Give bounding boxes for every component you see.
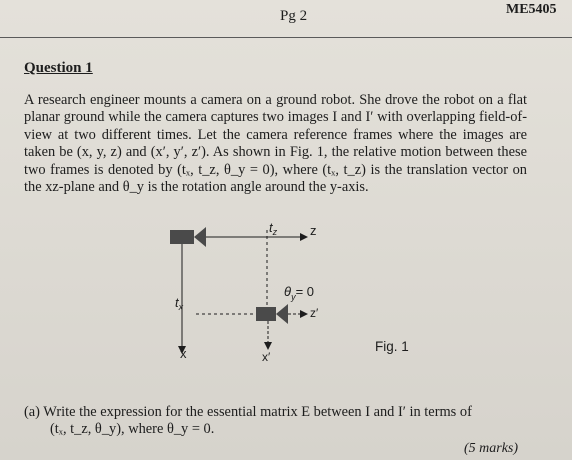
camera-1-lens [194,227,206,247]
z-axis-arrowhead [300,233,308,241]
camera-2-lens [276,304,288,324]
part-a-question [24,404,529,438]
part-a-line-1: (a) Write the expression for the essential matrix E between I and I′ in terms of [24,404,472,420]
x-label: x [180,346,187,361]
part-a-line-2: (tₓ, t_z, θ_y), where θ_y = 0. [50,421,215,437]
z-prime-arrowhead [300,310,308,318]
course-code: ME5405 [506,2,557,17]
paragraph-line: A research engineer mounts a camera on a ground robot. She drove the robot on a flat [24,92,527,108]
tz-label: $t_z$ [269,220,278,237]
camera-1-body [170,230,194,244]
question-title: Question 1 [24,60,93,76]
figure-label: Fig. 1 [375,339,409,354]
z-prime-label: z′ [310,306,319,320]
question-paragraph [24,92,527,196]
theta-label: $\theta_y= 0$ [284,284,314,302]
paragraph-line: xz-plane and θ_y is the rotation angle around the y-axis. [45,179,369,196]
z-label: z [310,223,317,238]
paragraph-line: view at two different times. Let the camera reference frames where the images are [24,126,527,143]
header-divider [0,37,572,38]
marks-label: (5 marks) [464,441,519,456]
page-number: Pg 2 [280,8,308,24]
paragraph-line: taken be (x, y, z) and (x′, y′, z′). As shown in Fig. 1, the relative motion between these [24,144,527,161]
x-prime-arrowhead [264,342,272,350]
paragraph-line: two frames is denoted by (tₓ, t_z, θ_y = 0), where (tₓ, t_z) is the translation vector on the [24,161,527,196]
x-prime-label: x′ [262,350,271,364]
paragraph-line: planar ground while the camera captures two images I and I′ with overlapping field-of- [24,109,527,126]
camera-2-body [256,307,276,321]
tx-label: $t_x$ [175,295,184,312]
